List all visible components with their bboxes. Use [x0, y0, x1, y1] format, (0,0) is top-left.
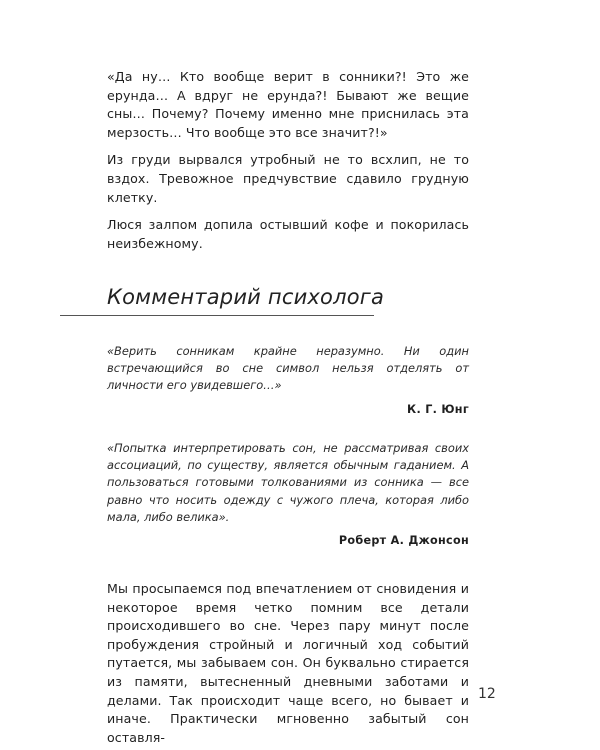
intro-paragraph-2: Из груди вырвался утробный не то всхлип, не то вздох. Тревожное предчувствие сдавило грудную клетку. — [107, 152, 469, 205]
body-paragraph: Мы просыпаемся под впечатлением от сновидения и некоторое время четко помним все детали происходившего во сне. Через пару минут после пробуждения стройный и логичный ход событий путается, мы забываем сон. Он буквально стирается из памяти, вытесненный дневными заботами и делами. Так происходит чаще всего, но бывает и иначе. Практически мгновенно забытый сон оставля- — [107, 581, 469, 745]
quote-2 — [107, 440, 469, 549]
section-divider — [60, 315, 374, 316]
quote-1 — [107, 343, 469, 418]
quote-1-author: К. Г. Юнг — [407, 402, 469, 416]
quote-1-text: «Верить сонникам крайне неразумно. Ни один встречающийся во сне символ нельзя отделять от личности его увидевшего…» — [107, 344, 469, 393]
intro-text — [107, 68, 469, 253]
section-title: Комментарий психолога — [107, 285, 385, 309]
intro-paragraph-1: «Да ну… Кто вообще верит в сонники?! Это же ерунда… А вдруг не ерунда?! Бывают же вещие сны… Почему? Почему именно мне приснилась эта мерзость… Что вообще это все значит?!» — [107, 69, 469, 140]
body-text — [107, 580, 469, 747]
intro-paragraph-3: Люся залпом допила остывший кофе и покорилась неизбежному. — [107, 217, 469, 251]
quote-2-author: Роберт А. Джонсон — [338, 534, 469, 548]
quote-2-text: «Попытка интерпретировать сон, не рассматривая своих ассоциаций, по существу, является обычным гаданием. А пользоваться готовыми толкованиями из сонника — все равно что носить одежду с чужого плеча, которая либо мала, либо велика». — [107, 441, 469, 524]
page-number: 12 — [478, 686, 496, 702]
